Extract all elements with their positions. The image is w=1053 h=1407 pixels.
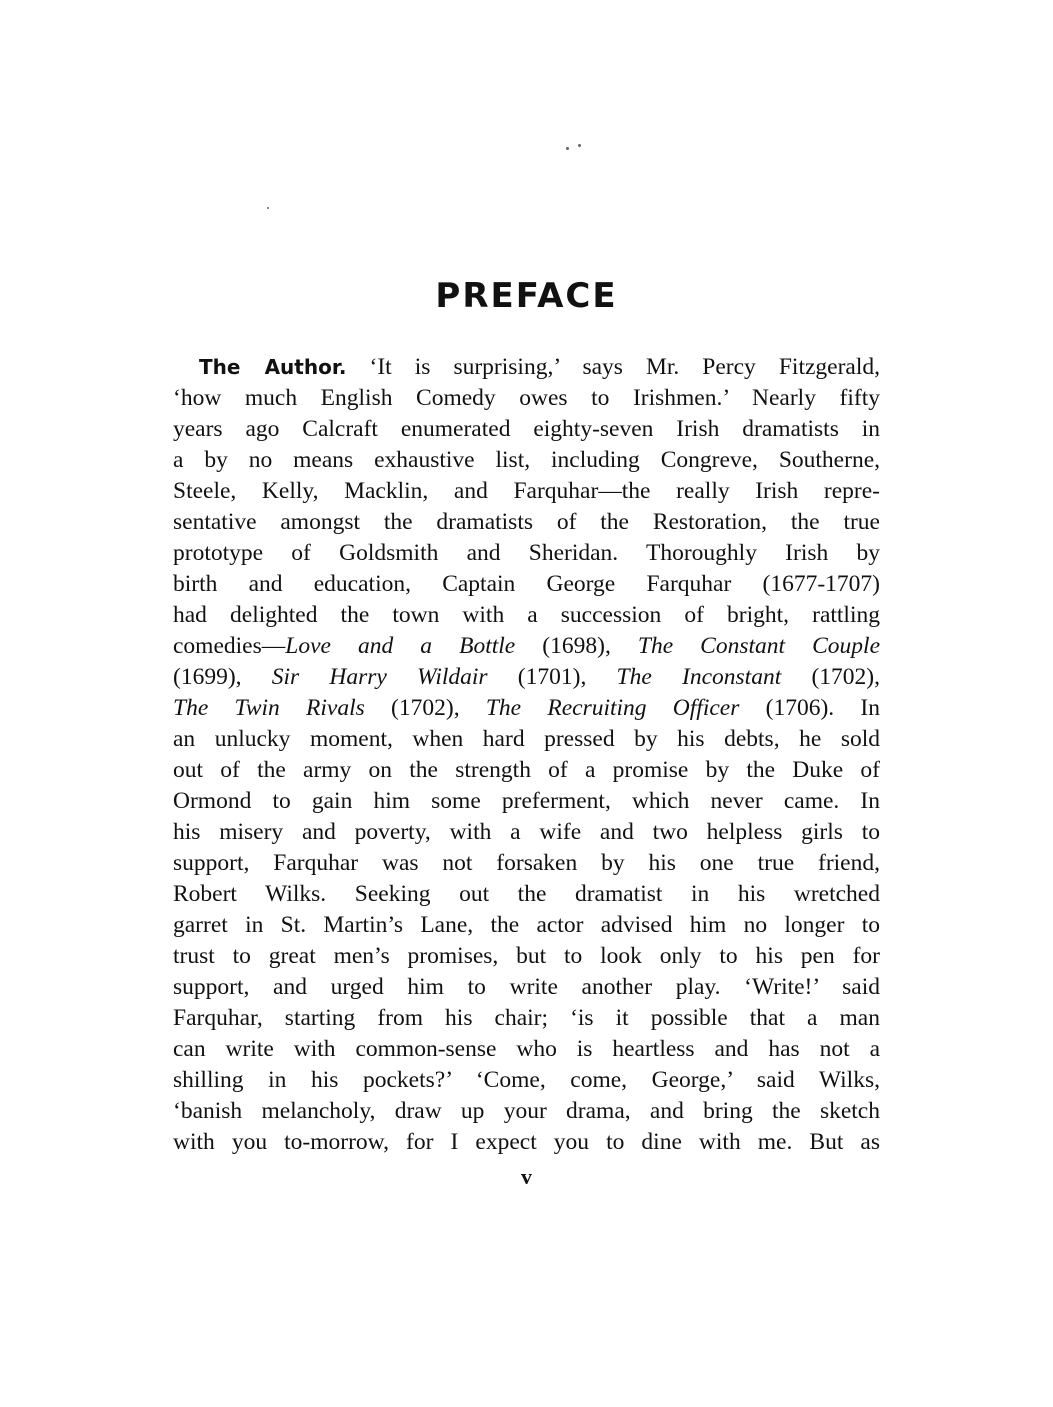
text-line: [199, 352, 880, 382]
text-segment: sentative amongst the dramatists of the Restoration, the true: [173, 509, 880, 535]
text-line: [173, 631, 880, 661]
page-number: v: [521, 1164, 532, 1189]
text-segment: The Inconstant: [616, 664, 782, 690]
text-segment: The Twin Rivals: [173, 695, 365, 721]
text-segment: (1699),: [173, 664, 272, 690]
text-segment: garret in St. Martin’s Lane, the actor advised him no longer to: [173, 912, 880, 938]
text-line: [173, 972, 880, 1002]
text-segment: The Constant Couple: [637, 633, 880, 659]
text-segment: had delighted the town with a succession of bright, rattling: [173, 602, 880, 628]
text-segment: can write with common-sense who is heartless and has not a: [173, 1036, 880, 1062]
text-line: [173, 414, 880, 444]
text-segment: prototype of Goldsmith and Sheridan. Thoroughly Irish by: [173, 540, 880, 566]
text-segment: (1702),: [364, 695, 486, 721]
text-segment: years ago Calcraft enumerated eighty-seven Irish dramatists in: [173, 416, 880, 442]
text-line: [173, 1003, 880, 1033]
text-segment: ‘how much English Comedy owes to Irishmen.’ Nearly fifty: [173, 385, 880, 411]
text-segment: birth and education, Captain George Farquhar (1677-1707): [173, 571, 880, 597]
text-line: [173, 755, 880, 785]
text-segment: Sir Harry Wildair: [271, 664, 488, 690]
text-line: [173, 941, 880, 971]
text-segment: with you to-morrow, for I expect you to dine with me. But as: [173, 1129, 880, 1155]
text-segment: The Recruiting Officer: [485, 695, 740, 721]
text-line: [173, 600, 880, 630]
text-line: [173, 569, 880, 599]
text-segment: a by no means exhaustive list, including Congreve, Southerne,: [173, 447, 880, 473]
text-line: [173, 445, 880, 475]
text-line: [173, 786, 880, 816]
text-line: [173, 848, 880, 878]
text-line: [173, 693, 880, 723]
text-line: [173, 507, 880, 537]
text-line: [173, 1127, 880, 1157]
text-line: [173, 383, 880, 413]
text-segment: ‘banish melancholy, draw up your drama, and bring the sketch: [173, 1098, 880, 1124]
text-segment: Robert Wilks. Seeking out the dramatist in his wretched: [173, 881, 880, 907]
text-line: [173, 910, 880, 940]
text-segment: Love and a Bottle: [285, 633, 516, 659]
text-segment: (1706). In: [739, 695, 880, 721]
text-segment: Steele, Kelly, Macklin, and Farquhar—the really Irish repre-: [173, 478, 880, 504]
text-segment: Farquhar, starting from his chair; ‘is it possible that a man: [173, 1005, 880, 1031]
text-segment: support, and urged him to write another play. ‘Write!’ said: [173, 974, 880, 1000]
text-segment: out of the army on the strength of a promise by the Duke of: [173, 757, 880, 783]
text-line: [173, 1034, 880, 1064]
text-segment: (1701),: [487, 664, 617, 690]
text-line: [173, 476, 880, 506]
text-line: [173, 538, 880, 568]
text-line: [173, 724, 880, 754]
text-line: [173, 1096, 880, 1126]
page-title: PREFACE: [435, 276, 618, 316]
text-line: [173, 662, 880, 692]
text-segment: his misery and poverty, with a wife and two helpless girls to: [173, 819, 880, 845]
text-line: [173, 817, 880, 847]
text-segment: an unlucky moment, when hard pressed by his debts, he sold: [173, 726, 880, 752]
text-segment: shilling in his pockets?’ ‘Come, come, George,’ said Wilks,: [173, 1067, 880, 1093]
text-segment: comedies—: [173, 633, 286, 659]
margin-sidenote: The Author.: [199, 355, 347, 379]
text-segment: support, Farquhar was not forsaken by his one true friend,: [173, 850, 880, 876]
text-segment: Ormond to gain him some preferment, which never came. In: [173, 788, 880, 814]
text-segment: (1702),: [781, 664, 880, 690]
text-segment: ‘It is surprising,’ says Mr. Percy Fitzgerald,: [369, 354, 880, 380]
text-segment: (1698),: [515, 633, 638, 659]
text-line: [173, 1065, 880, 1095]
text-line: [173, 879, 880, 909]
text-segment: trust to great men’s promises, but to look only to his pen for: [173, 943, 880, 969]
